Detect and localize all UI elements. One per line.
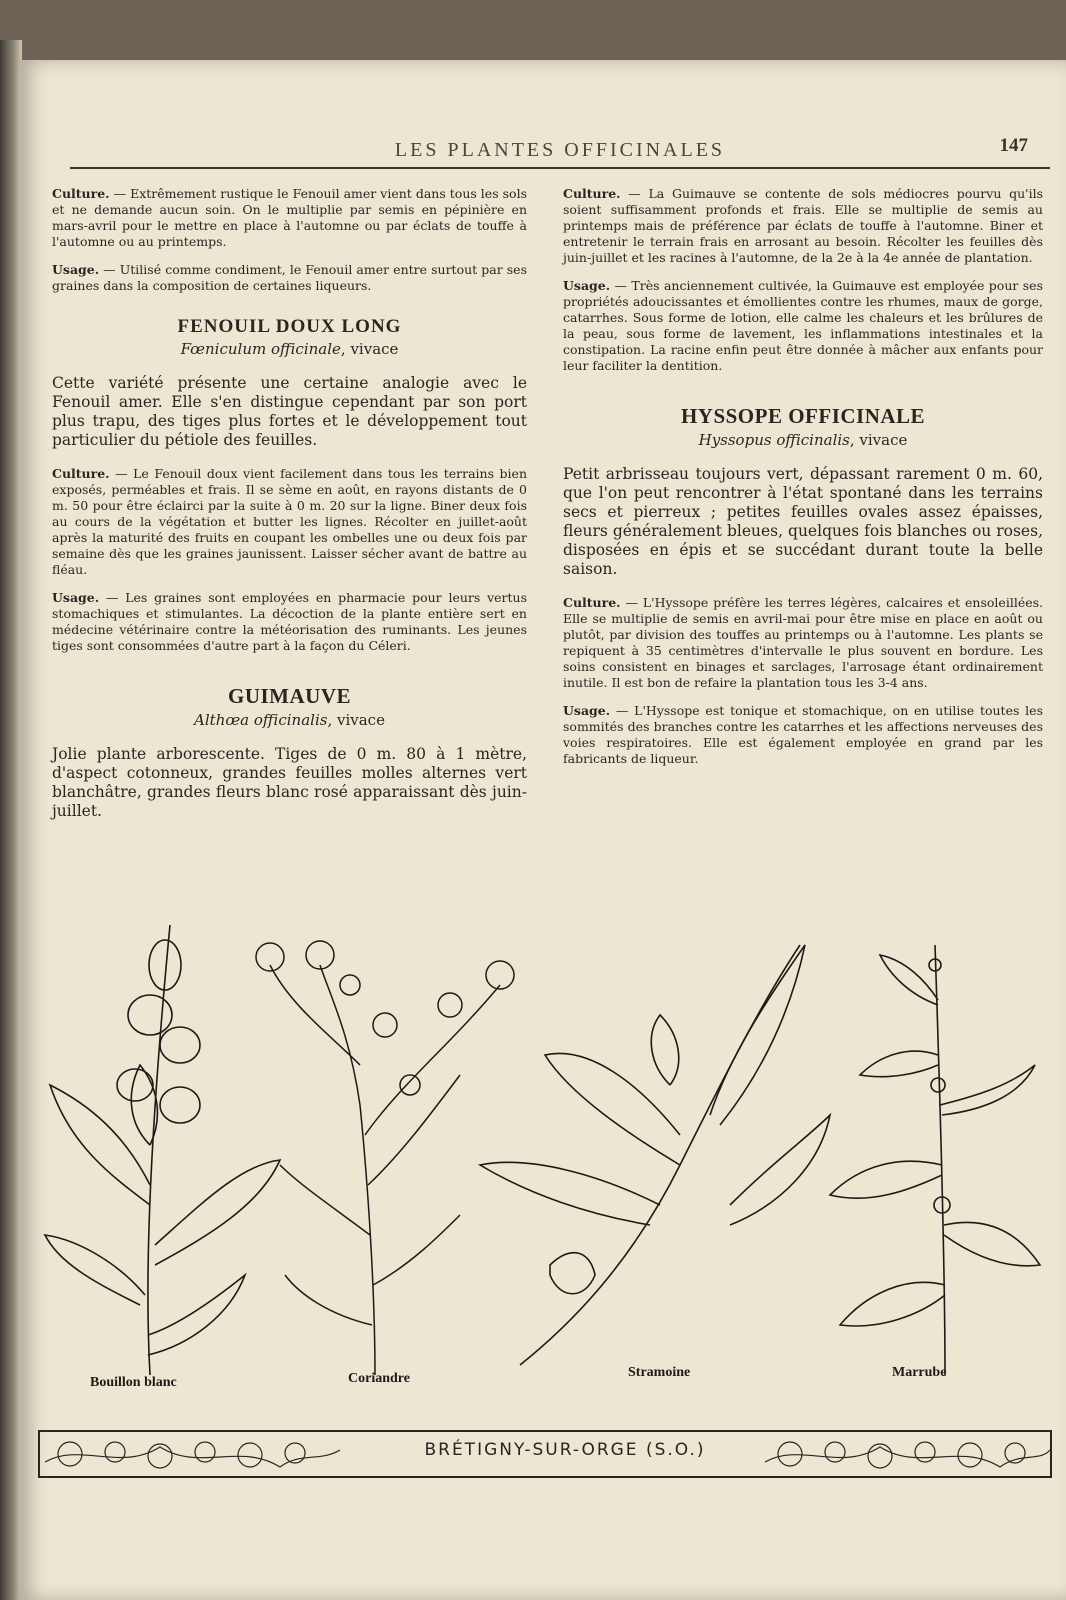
hyssope-title: HYSSOPE OFFICINALE: [680, 404, 926, 428]
running-title: LES PLANTES OFFICINALES: [394, 139, 726, 161]
floral-ornament-left: [40, 1432, 340, 1476]
latin-name: Althœa officinalis: [194, 711, 328, 729]
fenouil-doux-usage: [52, 590, 527, 654]
plant-type: , vivace: [849, 431, 908, 449]
guimauve-usage: [563, 278, 1043, 374]
culture-text: — La Guimauve se contente de sols médiocres pourvu qu'ils soient suffisamment profonds et frais. Elle se multiplie de semis au printemps mais de préférence par éclats de touffe à l'automne. Biner et entretenir le terrain frais en arrosant au besoin. Récolter les feuilles dès juin-juillet et les racines à l'automne, de la 2e à la 4e année de plantation.: [563, 186, 1043, 265]
usage-text: — Les graines sont employées en pharmacie pour leurs vertus stomachiques et stimulantes. La décoction de la plante entière sert en médecine vétérinaire contre la météorisation des ruminants. Les jeunes tiges sont consommées d'autre part à la façon du Céleri.: [52, 590, 527, 653]
label-bouillon-blanc: Bouillon blanc: [90, 1375, 177, 1390]
usage-text: — Très anciennement cultivée, la Guimauve est employée pour ses propriétés adoucissantes et émollientes contre les rhumes, maux de gorge, catarrhes. Sous forme de lotion, elle calme les chaleurs et les brûlures de la peau, sous forme de lavement, les inflammations intestinales et la constipation. La racine enfin peut être donnée à mâcher aux enfants pour leur faciliter la dentition.: [563, 278, 1043, 373]
fenouil-doux-culture: [52, 466, 527, 578]
floral-ornament-right: [760, 1432, 1050, 1476]
bouillon-blanc-drawing: [45, 925, 280, 1375]
latin-name: Hyssopus officinalis: [698, 431, 850, 449]
marrube-drawing: [830, 945, 1040, 1375]
usage-label: Usage.: [563, 703, 611, 718]
culture-text: — L'Hyssope préfère les terres légères, calcaires et ensoleillées. Elle se multiplie de semis en avril-mai pour être mise en place en août ou plutôt, par division des touffes au printemps ou à l'automne. Les plants se repiquent à 35 centimètres d'intervalle le plus souvent en bordure. Les soins consistent en binages et sarclages, l'arrosage étant ordinairement inutile. Il est bon de refaire la plantation tous les 3-4 ans.: [563, 595, 1043, 690]
plant-type: , vivace: [340, 340, 399, 358]
fenouil-amer-culture: [52, 186, 527, 250]
culture-label: Culture.: [563, 595, 621, 610]
culture-label: Culture.: [52, 186, 110, 201]
footer-location: BRÉTIGNY-SUR-ORGE (S.O.): [424, 1440, 706, 1460]
right-column: [563, 186, 1043, 767]
fenouil-doux-intro: Cette variété présente une certaine analogie avec le Fenouil amer. Elle s'en distingue cependant par son port plus trapu, des tiges plus fortes et le développement tout particulier du pétiole des feuilles.: [52, 374, 527, 449]
guimauve-intro: Jolie plante arborescente. Tiges de 0 m. 80 à 1 mètre, d'aspect cotonneux, grandes feuilles molles alternes vert blanchâtre, grandes fleurs blanc rosé apparaissant dès juin-juillet.: [52, 745, 527, 820]
culture-text: — Le Fenouil doux vient facilement dans tous les terrains bien exposés, perméables et frais. Il se sème en août, en rayons distants de 0 m. 50 pour être éclairci par la suite à 0 m. 20 sur la ligne. Biner deux fois au cours de la végétation et butter les lignes. Récolter en juillet-août après la maturité des fruits en coupant les ombelles une ou deux fois par semaine dès que les graines jaunissent. Laisser sécher avant de battre au fléau.: [52, 466, 527, 577]
usage-label: Usage.: [52, 590, 100, 605]
hyssope-latin: [563, 431, 1043, 449]
fenouil-amer-usage: [52, 262, 527, 294]
plant-illustrations: [30, 905, 1045, 1405]
hyssope-culture: [563, 595, 1043, 691]
footer-band: [38, 1430, 1052, 1478]
left-column: [52, 186, 527, 821]
fenouil-doux-title: FENOUIL DOUX LONG: [177, 316, 402, 337]
usage-label: Usage.: [52, 262, 100, 277]
label-marrube: Marrube: [892, 1365, 947, 1380]
culture-label: Culture.: [563, 186, 621, 201]
page-header: [70, 133, 1050, 169]
coriandre-drawing: [256, 941, 514, 1375]
usage-text: — L'Hyssope est tonique et stomachique, on en utilise toutes les sommités des branches contre les catarrhes et les affections nerveuses des voies respiratoires. Elle est également employée en grand par les fabricants de liqueur.: [563, 703, 1043, 766]
usage-text: — Utilisé comme condiment, le Fenouil amer entre surtout par ses graines dans la composition de certaines liqueurs.: [52, 262, 527, 293]
plant-type: , vivace: [327, 711, 385, 729]
guimauve-title: GUIMAUVE: [228, 684, 351, 708]
label-stramoine: Stramoine: [628, 1365, 691, 1380]
culture-label: Culture.: [52, 466, 110, 481]
hyssope-intro: Petit arbrisseau toujours vert, dépassant rarement 0 m. 60, que l'on peut rencontrer à l'état spontané dans les terrains secs et pierreux ; petites feuilles ovales assez épaisses, fleurs généralement bleues, quelques fois blanches ou roses, disposées en épis et se succédant durant toute la belle saison.: [563, 465, 1043, 578]
fenouil-doux-latin: [52, 340, 527, 358]
guimauve-culture: [563, 186, 1043, 266]
page-number: 147: [999, 135, 1028, 156]
label-coriandre: Coriandre: [348, 1371, 410, 1386]
guimauve-latin: [52, 711, 527, 729]
latin-name: Fœniculum officinale: [180, 340, 341, 358]
stramoine-drawing: [480, 945, 830, 1365]
culture-text: — Extrêmement rustique le Fenouil amer vient dans tous les sols et ne demande aucun soin. On le multiplie par semis en pépinière en mars-avril pour le mettre en place à l'automne ou par éclats de touffe à l'automne ou au printemps.: [52, 186, 527, 249]
usage-label: Usage.: [563, 278, 611, 293]
hyssope-usage: [563, 703, 1043, 767]
engravings: [30, 905, 1045, 1405]
